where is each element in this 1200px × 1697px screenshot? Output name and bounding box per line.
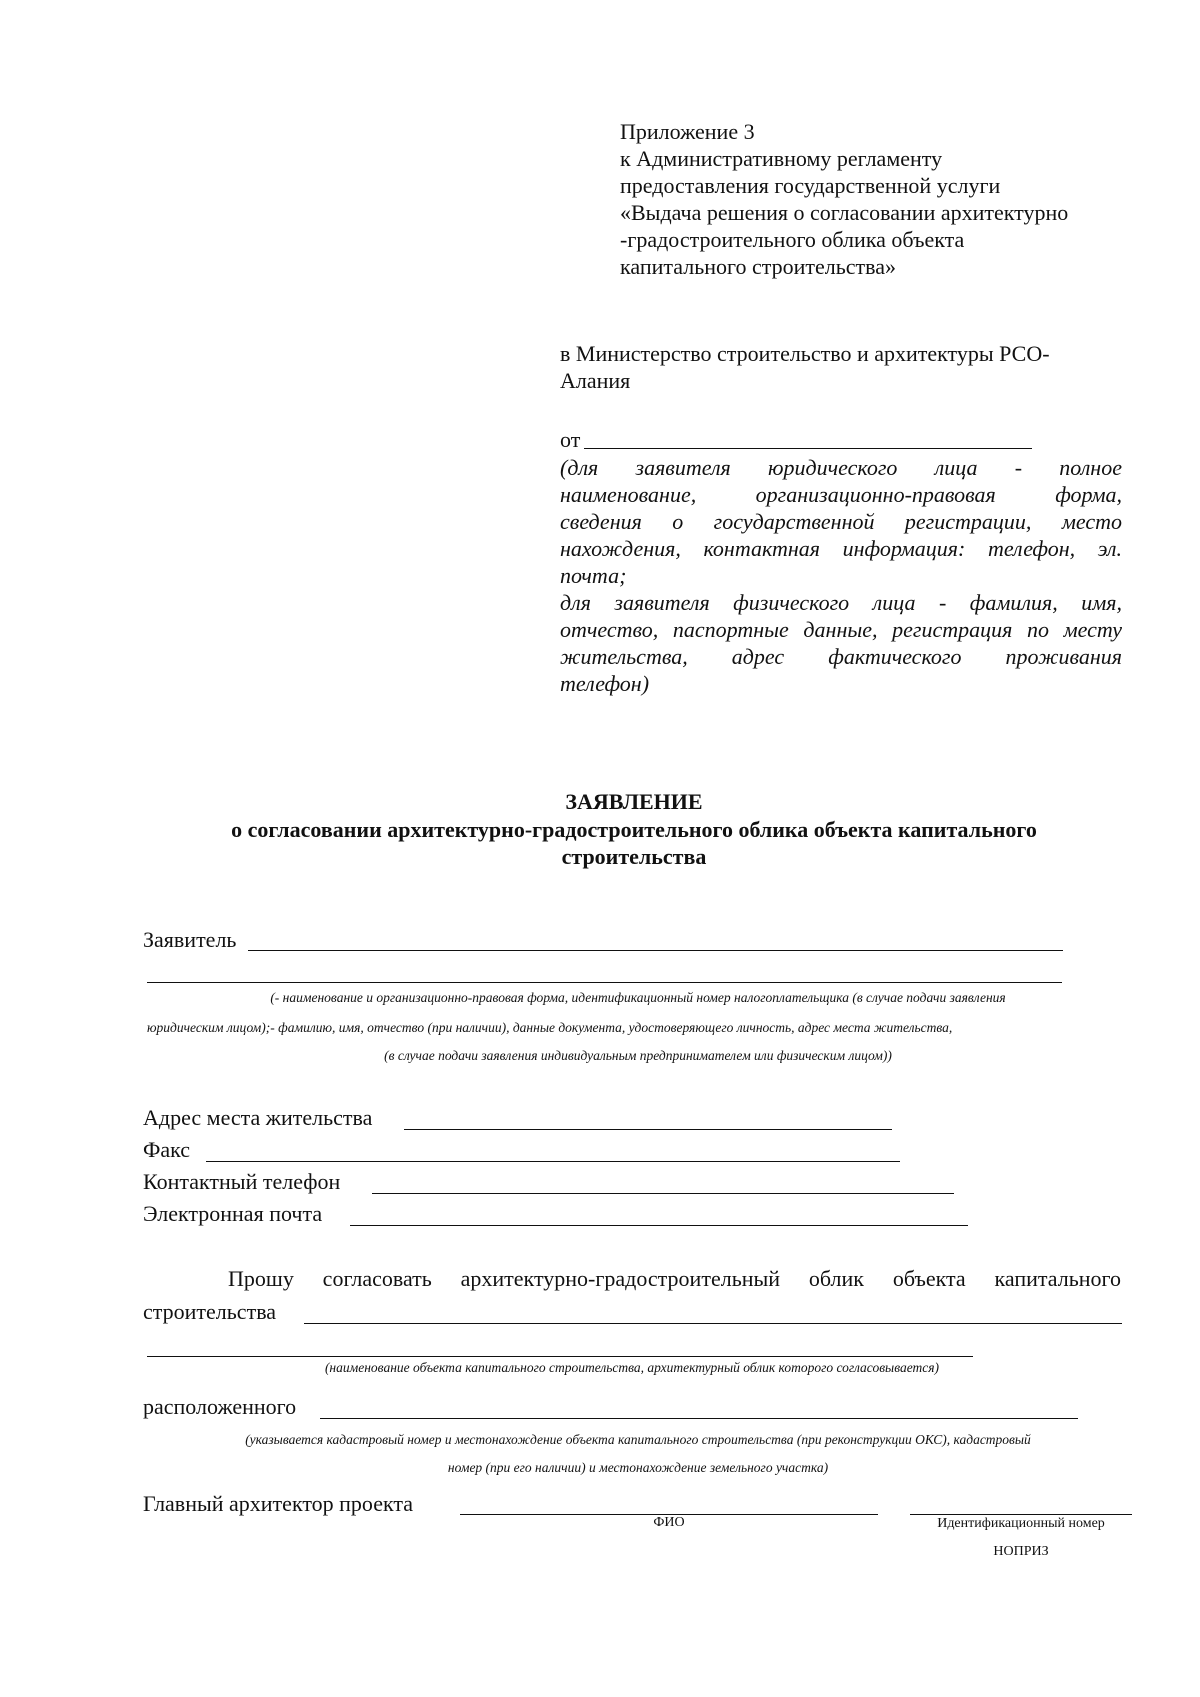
object-input-line-2[interactable] bbox=[147, 1356, 973, 1357]
recipient-line: Алания bbox=[560, 368, 631, 393]
address-input-line[interactable] bbox=[404, 1129, 892, 1130]
object-input-line[interactable] bbox=[304, 1323, 1122, 1324]
from-hint-line: телефон) bbox=[560, 671, 650, 696]
phone-input-line[interactable] bbox=[372, 1193, 954, 1194]
email-input-line[interactable] bbox=[350, 1225, 968, 1226]
fax-label: Факс bbox=[143, 1137, 191, 1162]
address-label: Адрес места жительства bbox=[143, 1105, 373, 1130]
request-line2: строительства bbox=[143, 1299, 277, 1324]
located-hint-line: (указывается кадастровый номер и местонахождение объекта капитального строительства (при реконструкции ОКС), кадастровый bbox=[245, 1432, 1031, 1447]
located-hint-line: номер (при его наличии) и местонахождение земельного участка) bbox=[447, 1460, 829, 1475]
from-hint-line: наименование, организационно-правовая форма, bbox=[560, 482, 1122, 507]
from-hint-line: для заявителя физического лица - фамилия, имя, bbox=[560, 590, 1122, 615]
architect-id-caption: Идентификационный номер bbox=[937, 1516, 1105, 1531]
appendix-line: «Выдача решения о согласовании архитектурно bbox=[620, 200, 1069, 225]
architect-label: Главный архитектор проекта bbox=[143, 1491, 414, 1516]
appendix-line: к Административному регламенту bbox=[620, 146, 943, 171]
recipient-line: в Министерство строительство и архитектуры РСО- bbox=[560, 341, 1050, 366]
applicant-hint-line: (в случае подачи заявления индивидуальным предпринимателем или физическим лицом)) bbox=[384, 1048, 892, 1063]
from-hint-line: нахождения, контактная информация: телефон, эл. bbox=[560, 536, 1122, 561]
document-subtitle-line2: строительства bbox=[561, 844, 707, 869]
from-label: от bbox=[560, 427, 581, 452]
recipient-block bbox=[560, 340, 1050, 394]
from-hint-line: отчество, паспортные данные, регистрация по месту bbox=[560, 617, 1122, 642]
fax-input-line[interactable] bbox=[206, 1161, 900, 1162]
from-hint-line: сведения о государственной регистрации, место bbox=[560, 509, 1122, 534]
appendix-line: -градостроительного облика объекта bbox=[620, 227, 965, 252]
from-input-line[interactable] bbox=[584, 448, 1032, 449]
from-hint-line: (для заявителя юридического лица - полное bbox=[560, 455, 1122, 480]
applicant-input-line[interactable] bbox=[248, 950, 1063, 951]
applicant-label: Заявитель bbox=[143, 927, 237, 952]
applicant-input-line-2[interactable] bbox=[147, 982, 1062, 983]
request-paragraph bbox=[143, 1265, 1121, 1292]
architect-fio-caption: ФИО bbox=[653, 1515, 685, 1530]
located-label: расположенного bbox=[143, 1394, 297, 1419]
located-input-line[interactable] bbox=[320, 1418, 1078, 1419]
from-hint bbox=[560, 454, 1122, 697]
phone-label: Контактный телефон bbox=[143, 1169, 341, 1194]
appendix-header bbox=[620, 118, 1068, 280]
document-subtitle-line1: о согласовании архитектурно-градостроительного облика объекта капитального bbox=[231, 817, 1037, 842]
object-hint: (наименование объекта капитального строительства, архитектурный облик которого согласовывается) bbox=[324, 1360, 940, 1375]
appendix-line: Приложение 3 bbox=[620, 119, 755, 144]
email-label: Электронная почта bbox=[143, 1201, 323, 1226]
document-title: ЗАЯВЛЕНИЕ bbox=[565, 789, 703, 814]
applicant-hint-line: (- наименование и организационно-правовая форма, идентификационный номер налогоплательщика (в случае подачи заявления bbox=[270, 990, 1006, 1005]
from-hint-line: почта; bbox=[560, 563, 627, 588]
appendix-line: капитального строительства» bbox=[620, 254, 897, 279]
from-hint-line: жительства, адрес фактического проживания bbox=[560, 644, 1122, 669]
request-line1: Прошу согласовать архитектурно-градостроительный облик объекта капитального bbox=[228, 1266, 1121, 1291]
applicant-hint-line: юридическим лицом);- фамилию, имя, отчество (при наличии), данные документа, удостоверяющего личность, адрес места жительства, bbox=[147, 1020, 953, 1035]
architect-id-caption-2: НОПРИЗ bbox=[993, 1544, 1049, 1559]
appendix-line: предоставления государственной услуги bbox=[620, 173, 1001, 198]
